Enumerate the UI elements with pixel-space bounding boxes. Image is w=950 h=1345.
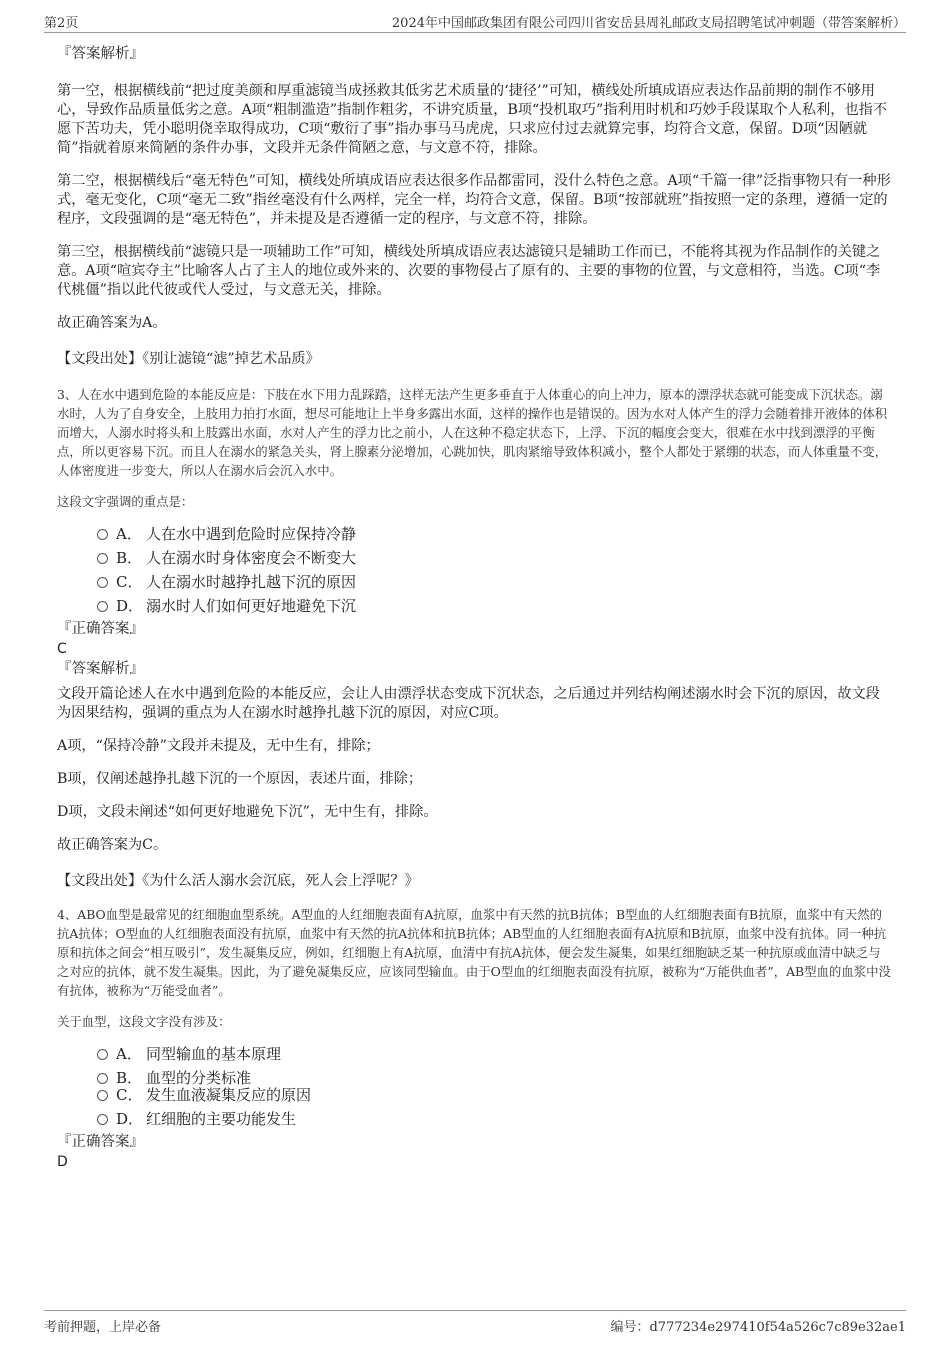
- q4-answer: D: [57, 1154, 68, 1170]
- option-text: 血型的分类标准: [146, 1069, 252, 1087]
- q3-option-a[interactable]: [57, 523, 892, 547]
- option-letter: C．: [116, 573, 143, 591]
- document-title: 2024年中国邮政集团有限公司四川省安岳县周礼邮政支局招聘笔试冲刺题（带答案解析）: [391, 16, 906, 31]
- q3-options: [57, 523, 892, 619]
- option-letter: D．: [116, 597, 144, 615]
- q3-analysis-4: D项，文段未阐述“如何更好地避免下沉”，无中生有，排除。: [57, 804, 438, 820]
- q4-answer-title: 『正确答案』: [57, 1134, 144, 1150]
- q3-source: 【文段出处】《为什么活人溺水会沉底，死人会上浮呢？》: [57, 873, 419, 889]
- q3-analysis-3: B项，仅阐述越挣扎越下沉的一个原因，表述片面，排除；: [57, 771, 423, 787]
- option-text: 发生血液凝集反应的原因: [146, 1086, 312, 1104]
- q2-analysis-title: 『答案解析』: [57, 46, 144, 62]
- q4-option-b[interactable]: [57, 1067, 892, 1087]
- q4-options: [57, 1043, 892, 1132]
- radio-button[interactable]: [97, 1114, 108, 1125]
- q3-option-b[interactable]: [57, 547, 892, 571]
- q2-analysis-para-2: 第二空，根据横线后“毫无特色”可知，横线处所填成语应表达很多作品都雷同，没什么特色之意。A项“千篇一律”泛指事物只有一种形式，毫无变化，C项“毫无二致”指丝毫没有什么两样，完全一样，均符合文意，保留。B项“按部就班”指按照一定的条理，遵循一定的程序，文段强调的是“毫无特色”，并未提及是否遵循一定的程序，与文意不符，排除。: [57, 173, 891, 227]
- page-content: [57, 44, 892, 1172]
- page-footer: [44, 1310, 906, 1337]
- q3-answer: C: [57, 641, 67, 657]
- option-letter: A．: [116, 1045, 142, 1063]
- radio-button[interactable]: [97, 601, 108, 612]
- q3-analysis-2: A项，“保持冷静”文段并未提及，无中生有，排除；: [57, 738, 380, 754]
- option-letter: A．: [116, 525, 142, 543]
- option-letter: D．: [116, 1110, 144, 1128]
- option-letter: C．: [116, 1086, 143, 1104]
- q3-stem: 3、人在水中遇到危险的本能反应是：下肢在水下用力乱踩踏，这样无法产生更多垂直于人体重心的向上冲力，原本的漂浮状态就可能变成下沉状态。溺水时，人为了自身安全，上肢用力拍打水面，想尽可能地让上半身多露出水面，这样的操作也是错误的。因为水对人体产生的浮力会随着排开液体的体积而增大，人溺水时将头和上肢露出水面，水对人产生的浮力比之前小，人在这种不稳定状态下，上浮、下沉的幅度会变大，很难在水中找到漂浮的平衡点，所以更容易下沉。而且人在溺水的紧急关头，肾上腺素分泌增加，心跳加快，肌肉紧缩导致体积减小，整个人都处于紧绷的状态，而人体重量不变，人体密度进一步变大，所以人在溺水后会沉入水中。: [57, 387, 888, 478]
- radio-button[interactable]: [97, 1090, 108, 1101]
- q2-analysis-para-3: 第三空，根据横线前“滤镜只是一项辅助工作”可知，横线处所填成语应表达滤镜只是辅助工作而已，不能将其视为作品制作的关键之意。A项“喧宾夺主”比喻客人占了主人的地位或外来的、次要的事物侵占了原有的、主要的事物的位置，与文意相符，当选。C项“李代桃僵”指以此代彼或代人受过，与文意无关，排除。: [57, 244, 881, 298]
- document-code: 编号：d777234e297410f54a526c7c89e32ae1: [610, 1320, 906, 1335]
- q4-option-d[interactable]: [57, 1108, 892, 1132]
- q2-conclusion: 故正确答案为A。: [57, 315, 167, 331]
- q4-option-c[interactable]: [57, 1084, 892, 1108]
- option-letter: B．: [116, 549, 143, 567]
- q3-analysis-1: 文段开篇论述人在水中遇到危险的本能反应，会让人由漂浮状态变成下沉状态，之后通过并列结构阐述溺水时会下沉的原因，故文段为因果结构，强调的重点为人在溺水时越挣扎越下沉的原因，对应C项。: [57, 686, 880, 721]
- option-text: 溺水时人们如何更好地避免下沉: [146, 597, 357, 615]
- q3-option-d[interactable]: [57, 595, 892, 619]
- option-text: 人在水中遇到危险时应保持冷静: [146, 525, 357, 543]
- q2-analysis-para-1: 第一空，根据横线前“把过度美颜和厚重滤镜当成拯救其低劣艺术质量的‘捷径’”可知，横线处所填成语应表达作品前期的制作不够用心，导致作品质量低劣之意。A项“粗制滥造”指制作粗劣，不讲究质量，B项“投机取巧”指利用时机和巧妙手段谋取个人私利，也指不愿下苦功夫，凭小聪明侥幸取得成功，C项“敷衍了事”指办事马马虎虎，只求应付过去就算完事，均符合文意，保留。D项“因陋就简”指就着原来简陋的条件办事，文段并无条件简陋之意，与文意不符，排除。: [57, 83, 888, 156]
- option-letter: B．: [116, 1069, 143, 1087]
- q4-question: 关于血型，这段文字没有涉及：: [57, 1014, 231, 1029]
- option-text: 同型输血的基本原理: [146, 1045, 282, 1063]
- q3-conclusion: 故正确答案为C。: [57, 837, 168, 853]
- option-text: 人在溺水时越挣扎越下沉的原因: [146, 573, 357, 591]
- radio-button[interactable]: [97, 577, 108, 588]
- q3-question: 这段文字强调的重点是：: [57, 494, 194, 509]
- q3-answer-title: 『正确答案』: [57, 621, 144, 637]
- option-text: 红细胞的主要功能发生: [146, 1110, 297, 1128]
- q4-option-a[interactable]: [57, 1043, 892, 1067]
- radio-button[interactable]: [97, 529, 108, 540]
- option-text: 人在溺水时身体密度会不断变大: [146, 549, 357, 567]
- page-number: 第2页: [44, 16, 79, 31]
- radio-button[interactable]: [97, 553, 108, 564]
- radio-button[interactable]: [97, 1073, 108, 1084]
- q3-option-c[interactable]: [57, 571, 892, 595]
- q3-analysis-title: 『答案解析』: [57, 661, 144, 677]
- q2-source: 【文段出处】《别让滤镜“滤”掉艺术品质》: [57, 351, 320, 367]
- footer-slogan: 考前押题，上岸必备: [44, 1320, 162, 1335]
- radio-button[interactable]: [97, 1049, 108, 1060]
- q4-stem: 4、ABO血型是最常见的红细胞血型系统。A型血的人红细胞表面有A抗原，血浆中有天然的抗B抗体；B型血的人红细胞表面有B抗原，血浆中有天然的抗A抗体；O型血的人红细胞表面没有抗原，血浆中有天然的抗A抗体和抗B抗体；AB型血的人红细胞表面有A抗原和B抗原，血浆中没有抗体。同一种抗原和抗体之间会“相互吸引”，发生凝集反应，例如，红细胞上有A抗原，血清中有抗A抗体，便会发生凝集，如果红细胞缺乏某一种抗原或血清中缺乏与之对应的抗体，就不发生凝集。因此，为了避免凝集反应，应该同型输血。由于O型血的红细胞表面没有抗原，被称为“万能供血者”，AB型血的血浆中没有抗体，被称为“万能受血者”。: [57, 907, 891, 998]
- page-header: [44, 10, 906, 33]
